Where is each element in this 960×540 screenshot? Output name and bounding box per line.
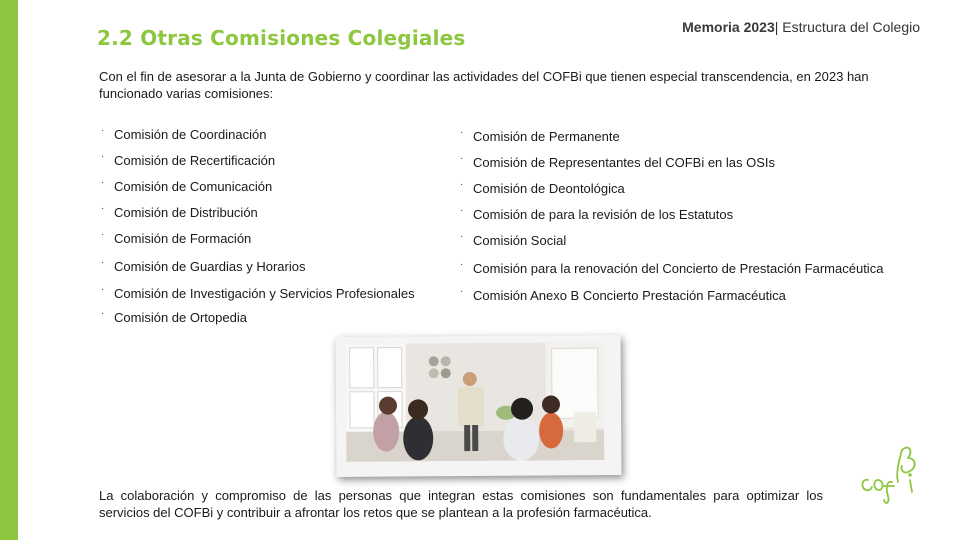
bullet-icon: ·: [460, 153, 464, 164]
bullet-icon: ·: [460, 127, 464, 138]
meeting-photo: [346, 342, 605, 462]
list-item: · Comisión de Permanente: [460, 127, 620, 144]
bullet-icon: ·: [460, 179, 464, 190]
list-item: · Comisión Anexo B Concierto Prestación Farmacéutica: [460, 286, 786, 303]
bullet-icon: ·: [460, 259, 464, 270]
list-item: · Comisión de Recertificación: [101, 151, 276, 168]
list-item: · Comisión de Deontológica: [460, 179, 625, 196]
bullet-icon: ·: [101, 308, 105, 319]
list-item: · Comisión de para la revisión de los Estatutos: [460, 205, 734, 222]
list-item: · Comisión de Coordinación: [101, 125, 267, 142]
bullet-icon: ·: [460, 286, 464, 297]
accent-sidebar: [0, 0, 18, 540]
meeting-photo-illustration: [346, 342, 605, 462]
section-label: | Estructura del Colegio: [774, 19, 920, 35]
cofbi-logo-icon: [858, 440, 922, 510]
list-item: · Comisión de Guardias y Horarios: [101, 257, 306, 274]
bullet-icon: ·: [101, 229, 105, 240]
list-item: · Comisión de Comunicación: [101, 177, 273, 194]
page-title: 2.2 Otras Comisiones Colegiales: [97, 26, 466, 50]
bullet-icon: ·: [101, 151, 105, 162]
bullet-icon: ·: [101, 177, 105, 188]
list-item: · Comisión de Distribución: [101, 203, 258, 220]
list-item: · Comisión para la renovación del Concierto de Prestación Farmacéutica: [460, 259, 884, 276]
bullet-icon: ·: [460, 205, 464, 216]
bullet-icon: ·: [460, 231, 464, 242]
list-item: · Comisión Social: [460, 231, 567, 248]
meeting-photo-frame: [336, 335, 622, 477]
bullet-icon: ·: [101, 284, 105, 295]
list-item: · Comisión de Ortopedia: [101, 308, 247, 325]
list-item: · Comisión de Investigación y Servicios Profesionales: [101, 284, 415, 301]
bullet-icon: ·: [101, 125, 105, 136]
list-item: · Comisión de Formación: [101, 229, 252, 246]
bullet-icon: ·: [101, 203, 105, 214]
cofbi-logo: [858, 440, 922, 510]
bullet-icon: ·: [101, 257, 105, 268]
memoria-label: Memoria 2023: [682, 19, 775, 35]
footer-paragraph: La colaboración y compromiso de las personas que integran estas comisiones son fundamentales para optimizar los servicios del COFBi y contribuir a afrontar los retos que se plantean a la profesión farmacéutica.: [99, 488, 823, 520]
list-item: · Comisión de Representantes del COFBi en las OSIs: [460, 153, 776, 170]
intro-paragraph: Con el fin de asesorar a la Junta de Gobierno y coordinar las actividades del COFBi que tienen especial transcendencia, en 2023 han funcionado varias comisiones:: [99, 69, 869, 101]
page-header-right: [682, 19, 920, 35]
